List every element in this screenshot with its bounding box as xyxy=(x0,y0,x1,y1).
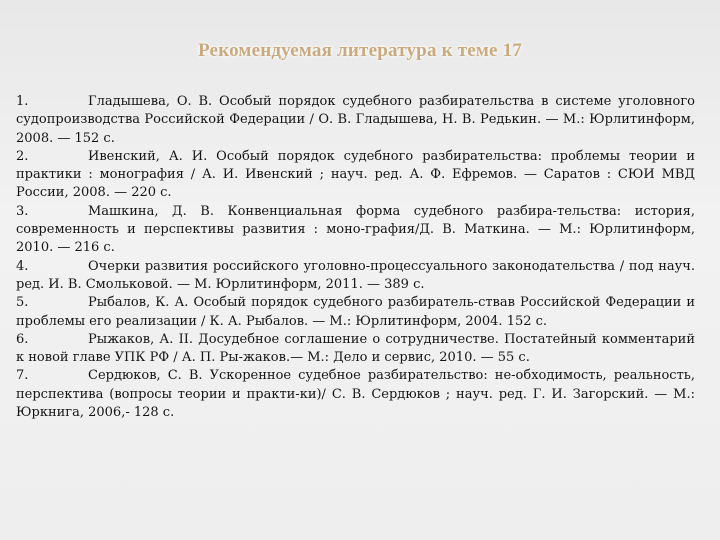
reference-text: Гладышева, О. В. Особый порядок судебного разбирательства в системе уголовного судопроизводства Российской Федерации / О. В. Гладышева, Н. В. Редькин. — М.: Юрлитинформ, 2008. — 152 с. xyxy=(16,94,695,146)
reference-list xyxy=(16,93,695,422)
reference-item-4 xyxy=(16,258,695,295)
reference-text: Рыжаков, А. II. Досудебное соглашение о сотрудничестве. Постатейный комментарий к новой главе УПК РФ / А. П. Ры-жаков.— М.: Дело и сервис, 2010. — 55 с. xyxy=(16,331,695,366)
reference-number: 6. xyxy=(16,331,29,347)
reference-item-1 xyxy=(16,93,695,148)
reference-number: 2. xyxy=(16,148,29,164)
reference-number: 1. xyxy=(16,94,29,109)
slide-title: Рекомендуемая литература к теме 17 xyxy=(198,40,522,61)
reference-text: Ивенский, А. И. Особый порядок судебного разбирательства: проблемы теории и практики : монография / А. И. Ивенский ; науч. ред. А. Ф. Ефремов. — Саратов : СЮИ МВД России, 2008. — 220 с. xyxy=(16,148,695,201)
reference-item-7 xyxy=(16,367,695,422)
reference-text: Сердюков, С. В. Ускоренное судебное разбирательство: не-обходимость, реальность, перспектива (вопросы теории и практи-ки)/ С. В. Сердюков ; науч. ред. Г. И. Загорский. — М.: Юркнига, 2006,- 128 с. xyxy=(16,368,695,421)
reference-number: 5. xyxy=(16,295,29,311)
reference-item-2 xyxy=(16,148,695,203)
reference-text: Очерки развития российского уголовно-процессуального законодательства / под науч. ред. И. В. Смольковой. — М. Юрлитинформ, 2011. — 389 с. xyxy=(16,258,695,292)
reference-number: 4. xyxy=(16,258,29,274)
reference-item-6 xyxy=(16,331,695,368)
reference-number: 7. xyxy=(16,368,29,384)
reference-number: 3. xyxy=(16,203,29,219)
reference-text: Машкина, Д. В. Конвенциальная форма судебного разбира-тельства: история, современность и перспективы развития : моно-графия/Д. В. Маткина. — М.: Юрлитинформ, 2010. — 216 с. xyxy=(16,203,695,256)
reference-item-3 xyxy=(16,203,695,258)
reference-item-5 xyxy=(16,294,695,331)
reference-text: Рыбалов, К. А. Особый порядок судебного разбиратель-ствав Российской Федерации и проблемы его реализации / К. А. Рыбалов. — М.: Юрлитинформ, 2004. 152 с. xyxy=(16,295,695,329)
